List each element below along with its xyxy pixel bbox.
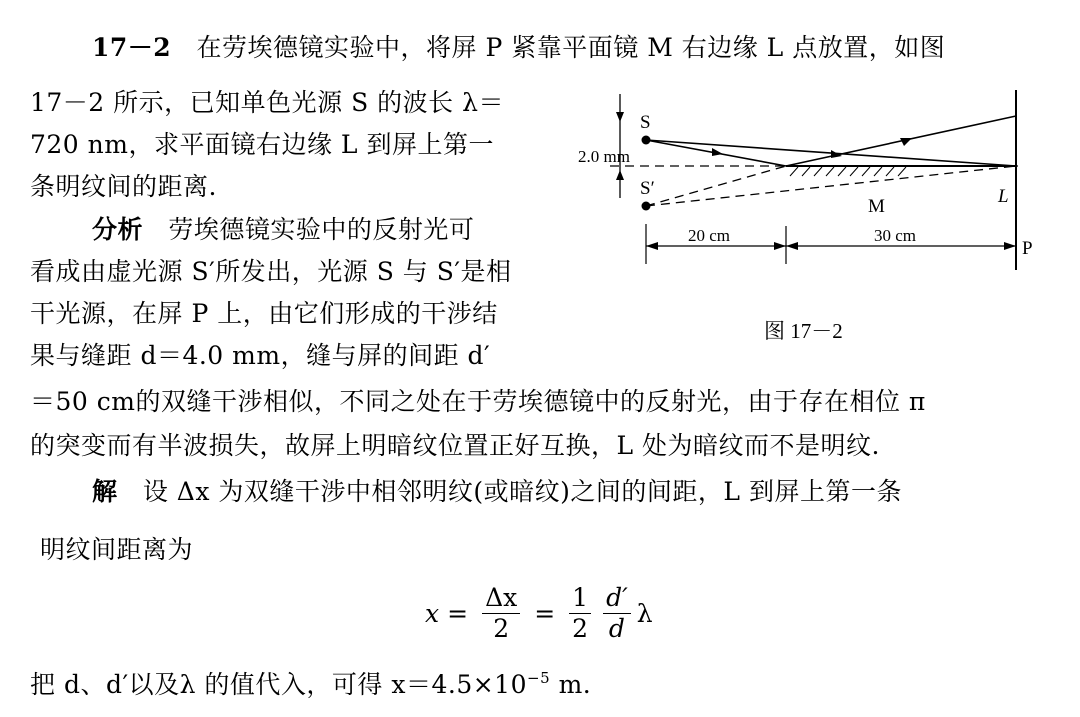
fraction-2-denominator: 2 <box>572 613 589 643</box>
figure-caption: 图 17－2 <box>764 319 843 343</box>
label-s: S <box>640 112 651 133</box>
analysis-line-4: 果与缝距 d＝4.0 mm，缝与屏的间距 d′ <box>30 341 491 370</box>
analysis-line-1 <box>92 212 474 248</box>
solution-text-1: 设 Δx 为双缝干涉中相邻明纹(或暗纹)之间的间距，L 到屏上第一条 <box>142 477 902 506</box>
solution-final-suffix: m. <box>550 670 592 699</box>
problem-line-4: 条明纹间的距离. <box>30 172 217 201</box>
problem-number: 17－2 <box>92 33 172 62</box>
dim-arrow-left-icon <box>646 242 658 250</box>
solution-final-prefix: 把 d、d′以及λ 的值代入，可得 x＝4.5×10 <box>30 670 527 699</box>
solution-line-1 <box>92 474 902 510</box>
fraction-3-denominator: d <box>608 613 625 643</box>
analysis-line-5: ＝50 cm的双缝干涉相似，不同之处在于劳埃德镜中的反射光，由于存在相位 π <box>30 387 926 416</box>
dim-arrow-right-icon <box>1004 242 1016 250</box>
lloyd-mirror-figure <box>578 86 1058 376</box>
problem-text-1: 在劳埃德镜实验中，将屏 P 紧靠平面镜 M 右边缘 L 点放置，如图 <box>196 33 946 62</box>
solution-final-line <box>30 660 591 703</box>
formula-eq-1: = <box>447 598 469 628</box>
fraction-delta-x-over-2 <box>482 583 520 644</box>
ray-arrow-2-icon <box>900 138 912 146</box>
analysis-label: 分析 <box>92 215 144 244</box>
solution-label: 解 <box>92 477 118 506</box>
label-l: L <box>998 186 1009 207</box>
label-s-prime: S′ <box>640 178 655 199</box>
dim-label-left: 20 cm <box>688 226 731 245</box>
formula-eq-2: = <box>534 598 556 628</box>
fraction-1-denominator: 2 <box>493 613 510 643</box>
dim-label-right: 30 cm <box>874 226 917 245</box>
virtual-ray-2 <box>646 166 1016 206</box>
solution-line-2: 明纹间距离为 <box>40 535 194 564</box>
mirror-hatching <box>790 167 906 176</box>
formula-lambda: λ <box>636 598 653 628</box>
virtual-ray-1 <box>646 166 786 206</box>
problem-line-2: 17－2 所示，已知单色光源 S 的波长 λ＝ <box>30 88 504 117</box>
dim-arrow-mid-left-icon <box>774 242 786 250</box>
gap-arrow-down-icon <box>616 112 624 122</box>
fraction-3-numerator: d′ <box>603 583 631 614</box>
formula <box>425 578 653 648</box>
problem-line-3: 720 nm，求平面镜右边缘 L 到屏上第一 <box>30 130 494 159</box>
problem-line-1 <box>92 30 945 66</box>
label-screen-p: P <box>1022 238 1033 259</box>
fraction-one-half <box>569 583 591 644</box>
analysis-line-6: 的突变而有半波损失，故屏上明暗纹位置正好互换，L 处为暗纹而不是明纹. <box>30 431 880 460</box>
fraction-d-prime-over-d <box>603 583 631 644</box>
analysis-line-3: 干光源，在屏 P 上，由它们形成的干涉结 <box>30 299 498 328</box>
analysis-text-1: 劳埃德镜实验中的反射光可 <box>168 215 475 244</box>
fraction-2-numerator: 1 <box>569 583 591 614</box>
gap-arrow-up-icon <box>616 170 624 180</box>
solution-final-exponent: −5 <box>527 669 551 687</box>
analysis-line-2: 看成由虚光源 S′所发出，光源 S 与 S′是相 <box>30 257 512 286</box>
label-gap: 2.0 mm <box>578 147 630 166</box>
dim-arrow-mid-right-icon <box>786 242 798 250</box>
formula-lhs: x <box>425 598 440 628</box>
fraction-1-numerator: Δx <box>482 583 520 614</box>
label-mirror-m: M <box>868 196 885 217</box>
